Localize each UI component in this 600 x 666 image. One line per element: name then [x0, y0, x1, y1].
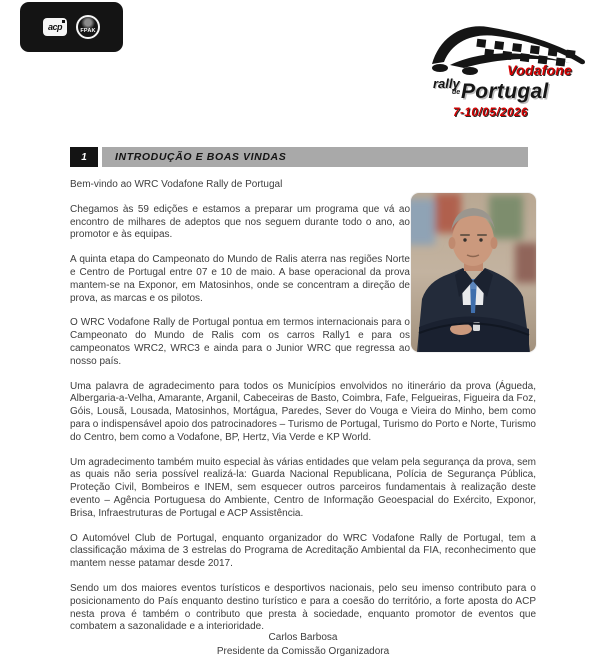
- signature-role: Presidente da Comissão Organizadora: [216, 645, 390, 657]
- rally-logo-rally-word: rally: [433, 76, 460, 91]
- rally-logo-brand: Vodafone: [507, 62, 572, 78]
- acp-logo-icon: [43, 18, 67, 36]
- rally-logo-de-word: de: [452, 89, 461, 96]
- federation-logo-box: [20, 2, 123, 52]
- welcome-line: Bem-vindo ao WRC Vodafone Rally de Portugal: [70, 179, 283, 190]
- paragraph-5: Um agradecimento também muito especial às várias entidades que velam pela segurança da prova, sem as quais não seria possível realizá-la: Guarda Nacional Republicana, Polícia de Segurança Pública, Proteção Civil, Bombeiros e INEM, sem esquecer outros parceiros fundamentais à realização deste evento – Agência Portuguesa do Ambiente, Centro de Informação Geoespacial do Exército, Exponor, Brisa, Infraestruturas de Portugal e ACP Assistência.: [70, 456, 536, 519]
- signature-block: [70, 631, 536, 658]
- document-body: [70, 179, 536, 646]
- paragraph-1: Chegamos às 59 edições e estamos a preparar um programa que vá ao encontro de milhares de adeptos que nos seguem durante todo o ano, ao promotor e às equipas.: [70, 203, 410, 241]
- paragraph-6: O Automóvel Club de Portugal, enquanto organizador do WRC Vodafone Rally de Portugal, tem a classificação máxima de 3 estrelas do Programa de Acreditação Ambiental da FIA, reconhecimento que mantem nesse patamar desde 2017.: [70, 532, 536, 570]
- acp-logo-label: acp: [47, 22, 62, 32]
- section-title: INTRODUÇÃO E BOAS VINDAS: [115, 151, 287, 163]
- rally-event-dates: 7-10/05/2026: [453, 107, 528, 119]
- paragraph-7: Sendo um dos maiores eventos turísticos e desportivos nacionais, pelo seu imenso contributo para o posicionamento do País enquanto destino turístico e para a coesão do território, a forte aposta do ACP nesta prova é também o contributo que presta à sociedade, enquanto promotor de eventos que combatem a sazonalidade e a interioridade.: [70, 582, 536, 633]
- rally-logo-portugal-word: Portugal: [461, 80, 549, 103]
- portrait-photo-image: [411, 193, 536, 352]
- section-header: [70, 147, 528, 167]
- fpak-logo-icon: [76, 15, 100, 39]
- paragraph-4: Uma palavra de agradecimento para todos os Municípios envolvidos no itinerário da prova (Águeda, Albergaria-a-Velha, Amarante, Arganil, Cabeceiras de Basto, Coimbra, Fafe, Felgueiras, Figueira da Foz, Góis, Lousã, Lousada, Matosinhos, Mortágua, Paredes, Sever do Vouga e Vieira do Minho, bem como para o indispensável apoio dos patrocinadores – Turismo de Portugal, Turismo do Porto e Norte, Turismo do Centro, bem como a Vodafone, BP, Hertz, Via Verde e KP World.: [70, 380, 536, 443]
- rally-event-logo: [407, 10, 592, 128]
- signature-name: Carlos Barbosa: [268, 632, 338, 643]
- section-number: 1: [70, 147, 98, 167]
- fpak-logo-label: FPAK: [80, 28, 96, 34]
- paragraph-3: O WRC Vodafone Rally de Portugal pontua em termos internacionais para o Campeonato do Mundo de Ralis com os carros Rally1 e para os campeonatos WRC2, WRC3 e ainda para o Junior WRC que regressa ao nosso país.: [70, 317, 410, 367]
- acp-logo-dot: [62, 20, 65, 23]
- portrait-photo: [411, 193, 536, 352]
- section-title-bar: [102, 147, 528, 167]
- paragraph-2: A quinta etapa do Campeonato do Mundo de Ralis aterra nas regiões Norte e Centro de Portugal entre 07 e 10 de maio. A base operacional da prova mantem-se na Exponor, em Matosinhos, onde se concentram a direção de prova, as marcas e os pilotos.: [70, 254, 410, 304]
